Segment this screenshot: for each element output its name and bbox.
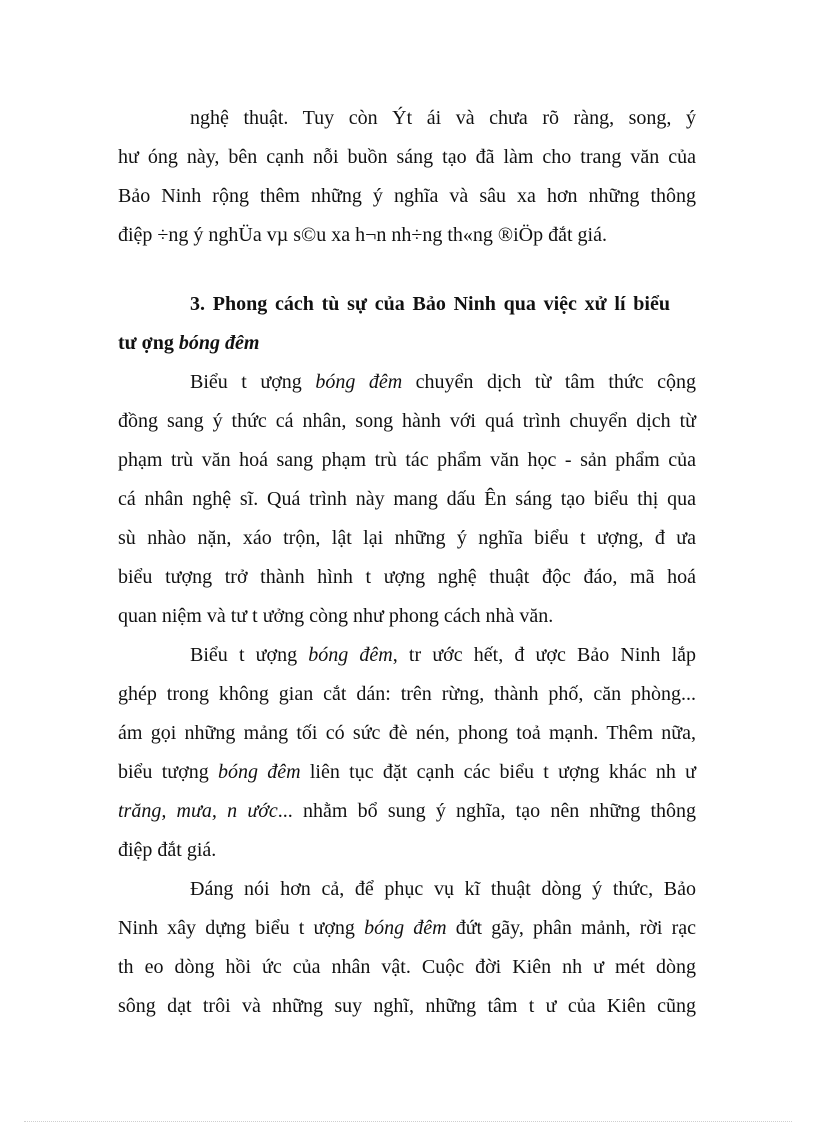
p2-l4-text-b: liên tục đặt cạnh các biểu t ượng khác nh ư [300,761,696,783]
p1-line-3: phạm trù văn hoá sang phạm trù tác phẩm văn học - sản phẩm của [118,449,696,471]
p2-l5-italic: trăng, mưa, n ước [118,800,278,822]
p3-line-1: Đáng nói hơn cả, để phục vụ kĩ thuật dòng ý thức, Bảo [190,878,696,900]
page-bottom-divider [24,1121,792,1122]
p2-l1-italic: bóng đêm [308,644,393,666]
p3-l2-text-b: đứt gãy, phân mảnh, rời rạc [446,917,696,939]
heading-italic-term: bóng đêm [178,332,260,354]
intro-line-3: Bảo Ninh rộng thêm những ý nghĩa và sâu xa hơn những thông [118,185,696,207]
p3-line-3: th eo dòng hồi ức của nhân vật. Cuộc đời Kiên nh ư mét dòng [118,956,696,978]
p2-l1-text-b: , tr ước hết, đ ược Bảo Ninh lắp [392,644,697,666]
intro-line-1: nghệ thuật. Tuy còn Ýt ái và chưa rõ ràng, song, ý [190,107,696,129]
p3-line-2 [118,916,696,940]
p2-l1-text-a: Biểu t ượng [190,644,309,666]
p1-line-6: biểu tượng trở thành hình t ượng nghệ thuật độc đáo, mã hoá [118,566,696,588]
section-heading-line-1: 3. Phong cách tù sự của Bảo Ninh qua việc xử lí biểu [190,293,670,315]
p2-line-5 [118,799,696,823]
p2-line-6: điệp đắt giá. [118,839,217,861]
p3-l2-text-a: Ninh xây dựng biểu t ượng [118,917,365,939]
p1-l1-text-a: Biểu t ượng [190,371,316,393]
p1-line-4: cá nhân nghệ sĩ. Quá trình này mang dấu Ên sáng tạo biểu thị qua [118,488,696,510]
intro-line-4: điệp ÷ng ý nghÜa vµ s©u xa h¬n nh÷ng th«ng ®iÖp đắt giá. [118,224,607,246]
p2-l4-text-a: biểu tượng [118,761,218,783]
p1-line-5: sù nhào nặn, xáo trộn, lật lại những ý nghĩa biểu t ượng, đ ưa [118,527,696,549]
p1-line-1 [190,370,696,394]
p2-l5-text-b: ... nhằm bổ sung ý nghĩa, tạo nên những thông [277,800,697,822]
p2-l4-italic: bóng đêm [217,761,301,783]
p2-line-4 [118,760,696,784]
p3-line-4: sông dạt trôi và những suy nghĩ, những tâm t ư của Kiên cũng [118,995,696,1017]
p1-l1-text-b: chuyển dịch từ tâm thức cộng [402,371,696,393]
p1-l1-italic: bóng đêm [315,371,403,393]
p2-line-3: ám gọi những mảng tối có sức đè nén, phong toả mạnh. Thêm nữa, [118,722,696,744]
p1-line-7: quan niệm và tư t ưởng còng như phong cách nhà văn. [118,605,554,627]
section-heading-line-2 [118,331,259,355]
p3-l2-italic: bóng đêm [364,917,447,939]
p1-line-2: đồng sang ý thức cá nhân, song hành với quá trình chuyển dịch từ [118,410,696,432]
p2-line-1 [190,643,696,667]
heading-text: tư ợng [118,332,179,354]
p2-line-2: ghép trong không gian cắt dán: trên rừng, thành phố, căn phòng... [118,683,696,705]
intro-line-2: hư óng này, bên cạnh nỗi buồn sáng tạo đã làm cho trang văn của [118,146,696,168]
